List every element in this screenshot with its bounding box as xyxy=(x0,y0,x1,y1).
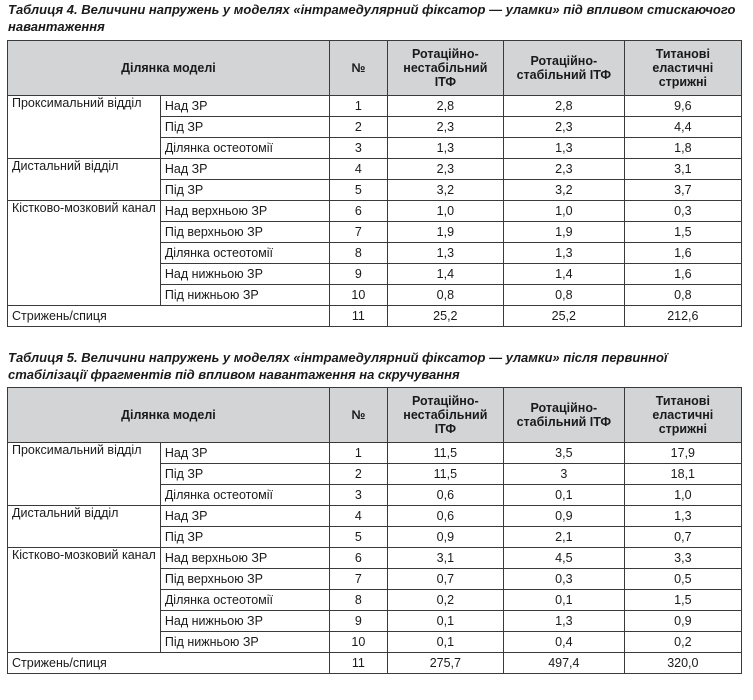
row-label: Над нижньою ЗР xyxy=(160,264,329,285)
cell-value: 18,1 xyxy=(624,464,741,485)
header-row xyxy=(8,388,742,443)
row-num: 7 xyxy=(329,222,387,243)
cell-value: 0,6 xyxy=(387,506,503,527)
group-label: Проксимальний відділ xyxy=(8,443,161,506)
row-num: 8 xyxy=(329,590,387,611)
row-label: Над ЗР xyxy=(160,159,329,180)
cell-value: 1,6 xyxy=(624,243,741,264)
cell-value: 1,3 xyxy=(624,506,741,527)
table-5-caption: Таблиця 5. Величини напружень у моделях «інтрамедулярний фіксатор — уламки» після первинної стабілізації фрагментів під впливом навантаження на скручування xyxy=(8,350,668,382)
row-num: 3 xyxy=(329,485,387,506)
header-num: № xyxy=(329,388,387,443)
cell-value: 3,1 xyxy=(624,159,741,180)
group-label: Стрижень/спиця xyxy=(8,653,330,674)
group-label: Стрижень/спиця xyxy=(8,306,330,327)
table-row xyxy=(8,443,742,464)
row-num: 9 xyxy=(329,611,387,632)
cell-value: 11,5 xyxy=(387,443,503,464)
table-row xyxy=(8,548,742,569)
cell-value: 0,7 xyxy=(624,527,741,548)
cell-value: 2,3 xyxy=(387,117,503,138)
row-label: Ділянка остеотомії xyxy=(160,485,329,506)
header-col3: Титанові еластичні стрижні xyxy=(624,388,741,443)
cell-value: 0,4 xyxy=(503,632,624,653)
cell-value: 2,3 xyxy=(387,159,503,180)
row-label: Під ЗР xyxy=(160,117,329,138)
cell-value: 212,6 xyxy=(624,306,741,327)
header-col3: Титанові еластичні стрижні xyxy=(624,41,741,96)
header-col2: Ротаційно-стабільний ІТФ xyxy=(503,388,624,443)
cell-value: 1,3 xyxy=(387,243,503,264)
cell-value: 0,6 xyxy=(387,485,503,506)
table-5 xyxy=(7,387,742,674)
row-num: 1 xyxy=(329,443,387,464)
cell-value: 2,8 xyxy=(503,96,624,117)
table-row xyxy=(8,96,742,117)
header-row xyxy=(8,41,742,96)
table-row xyxy=(8,306,742,327)
row-num: 11 xyxy=(329,653,387,674)
row-num: 5 xyxy=(329,180,387,201)
row-label: Над верхньою ЗР xyxy=(160,548,329,569)
row-label: Над ЗР xyxy=(160,96,329,117)
cell-value: 497,4 xyxy=(503,653,624,674)
row-num: 4 xyxy=(329,506,387,527)
cell-value: 3,3 xyxy=(624,548,741,569)
cell-value: 1,0 xyxy=(503,201,624,222)
cell-value: 3,2 xyxy=(387,180,503,201)
row-num: 2 xyxy=(329,464,387,485)
cell-value: 1,5 xyxy=(624,222,741,243)
cell-value: 3,5 xyxy=(503,443,624,464)
row-label: Під нижньою ЗР xyxy=(160,632,329,653)
cell-value: 3,7 xyxy=(624,180,741,201)
cell-value: 0,2 xyxy=(387,590,503,611)
cell-value: 1,3 xyxy=(387,138,503,159)
cell-value: 0,1 xyxy=(503,590,624,611)
cell-value: 1,9 xyxy=(503,222,624,243)
group-label: Проксимальний відділ xyxy=(8,96,161,159)
cell-value: 1,3 xyxy=(503,611,624,632)
row-label: Ділянка остеотомії xyxy=(160,138,329,159)
row-num: 4 xyxy=(329,159,387,180)
row-label: Над ЗР xyxy=(160,443,329,464)
cell-value: 3,1 xyxy=(387,548,503,569)
cell-value: 0,8 xyxy=(503,285,624,306)
row-label: Під верхньою ЗР xyxy=(160,222,329,243)
cell-value: 2,8 xyxy=(387,96,503,117)
table-row xyxy=(8,653,742,674)
cell-value: 0,9 xyxy=(624,611,741,632)
cell-value: 0,8 xyxy=(387,285,503,306)
cell-value: 275,7 xyxy=(387,653,503,674)
row-label: Над ЗР xyxy=(160,506,329,527)
cell-value: 25,2 xyxy=(503,306,624,327)
table-4 xyxy=(7,40,742,327)
cell-value: 9,6 xyxy=(624,96,741,117)
cell-value: 4,4 xyxy=(624,117,741,138)
table-row xyxy=(8,506,742,527)
cell-value: 0,3 xyxy=(624,201,741,222)
cell-value: 0,9 xyxy=(387,527,503,548)
cell-value: 0,1 xyxy=(387,611,503,632)
cell-value: 1,6 xyxy=(624,264,741,285)
row-num: 3 xyxy=(329,138,387,159)
cell-value: 2,3 xyxy=(503,159,624,180)
row-label: Ділянка остеотомії xyxy=(160,590,329,611)
row-num: 10 xyxy=(329,632,387,653)
row-label: Ділянка остеотомії xyxy=(160,243,329,264)
cell-value: 1,0 xyxy=(387,201,503,222)
cell-value: 320,0 xyxy=(624,653,741,674)
cell-value: 1,3 xyxy=(503,243,624,264)
row-num: 10 xyxy=(329,285,387,306)
row-num: 7 xyxy=(329,569,387,590)
row-num: 6 xyxy=(329,548,387,569)
cell-value: 0,1 xyxy=(387,632,503,653)
row-num: 9 xyxy=(329,264,387,285)
cell-value: 0,2 xyxy=(624,632,741,653)
row-label: Під ЗР xyxy=(160,180,329,201)
row-num: 6 xyxy=(329,201,387,222)
group-label: Дистальний відділ xyxy=(8,506,161,548)
cell-value: 1,5 xyxy=(624,590,741,611)
row-num: 11 xyxy=(329,306,387,327)
cell-value: 11,5 xyxy=(387,464,503,485)
cell-value: 25,2 xyxy=(387,306,503,327)
cell-value: 3,2 xyxy=(503,180,624,201)
header-col1: Ротаційно-нестабільний ІТФ xyxy=(387,41,503,96)
cell-value: 0,7 xyxy=(387,569,503,590)
group-label: Кістково-мозковий канал xyxy=(8,201,161,306)
cell-value: 2,1 xyxy=(503,527,624,548)
header-col2: Ротаційно-стабільний ІТФ xyxy=(503,41,624,96)
cell-value: 0,9 xyxy=(503,506,624,527)
row-label: Під нижньою ЗР xyxy=(160,285,329,306)
cell-value: 0,3 xyxy=(503,569,624,590)
cell-value: 1,4 xyxy=(387,264,503,285)
row-label: Під ЗР xyxy=(160,464,329,485)
cell-value: 0,1 xyxy=(503,485,624,506)
cell-value: 1,0 xyxy=(624,485,741,506)
header-col1: Ротаційно-нестабільний ІТФ xyxy=(387,388,503,443)
table-row xyxy=(8,159,742,180)
header-section: Ділянка моделі xyxy=(8,41,330,96)
row-num: 8 xyxy=(329,243,387,264)
header-section: Ділянка моделі xyxy=(8,388,330,443)
cell-value: 1,3 xyxy=(503,138,624,159)
group-label: Кістково-мозковий канал xyxy=(8,548,161,653)
cell-value: 3 xyxy=(503,464,624,485)
group-label: Дистальний відділ xyxy=(8,159,161,201)
table-4-caption: Таблиця 4. Величини напружень у моделях «інтрамедулярний фіксатор — уламки» під впливом стискаючого навантаження xyxy=(8,2,736,34)
row-num: 1 xyxy=(329,96,387,117)
row-num: 5 xyxy=(329,527,387,548)
table-row xyxy=(8,201,742,222)
cell-value: 1,4 xyxy=(503,264,624,285)
header-num: № xyxy=(329,41,387,96)
row-label: Під верхньою ЗР xyxy=(160,569,329,590)
cell-value: 1,8 xyxy=(624,138,741,159)
row-num: 2 xyxy=(329,117,387,138)
cell-value: 17,9 xyxy=(624,443,741,464)
cell-value: 0,8 xyxy=(624,285,741,306)
cell-value: 2,3 xyxy=(503,117,624,138)
cell-value: 0,5 xyxy=(624,569,741,590)
cell-value: 4,5 xyxy=(503,548,624,569)
cell-value: 1,9 xyxy=(387,222,503,243)
row-label: Над верхньою ЗР xyxy=(160,201,329,222)
row-label: Над нижньою ЗР xyxy=(160,611,329,632)
row-label: Під ЗР xyxy=(160,527,329,548)
